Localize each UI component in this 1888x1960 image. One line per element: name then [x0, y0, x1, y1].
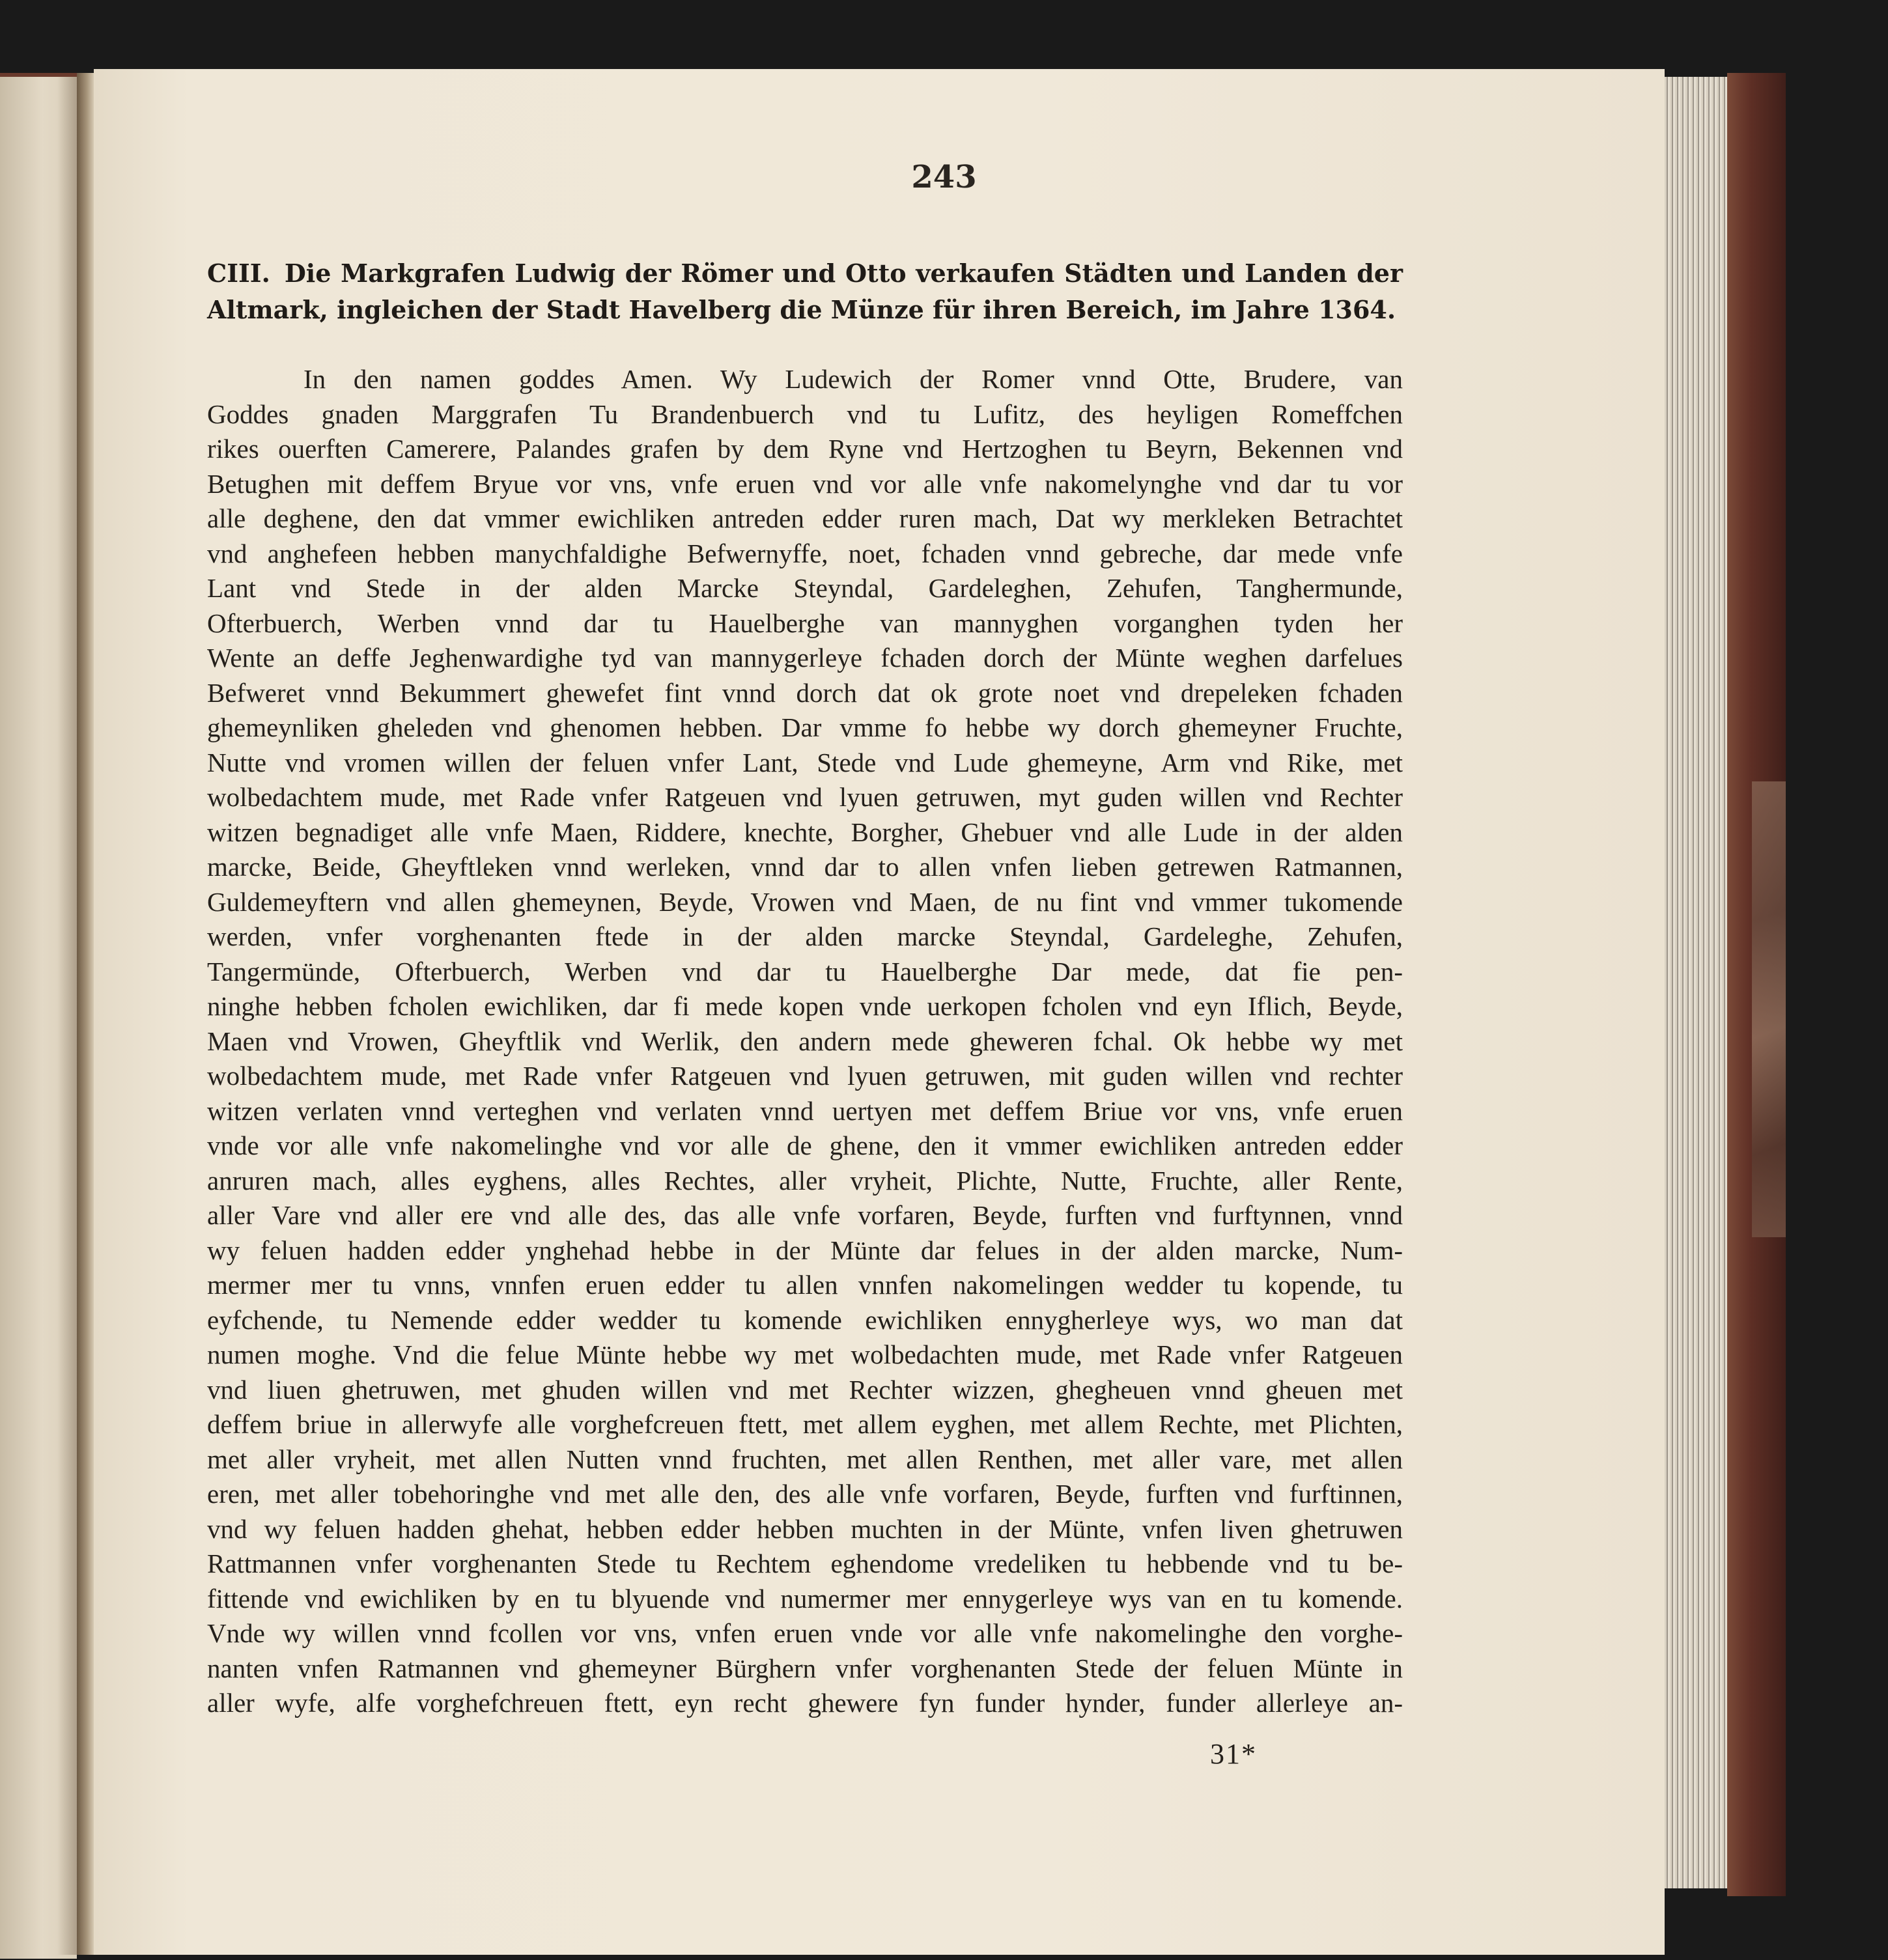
body-line: In den namen goddes Amen. Wy Ludewich der Romer vnnd Otte, Brudere, van	[303, 364, 1403, 394]
body-line: deffem briue in allerwyfe alle vorghefcreuen ftett, met allem eyghen, met allem Rechte, met Plichten,	[207, 1409, 1403, 1439]
body-line: vnde vor alle vnfe nakomelinghe vnd vor alle de ghene, den it vmmer ewichliken antreden edder	[207, 1130, 1403, 1160]
page-number: 243	[911, 159, 977, 195]
heading-text-1: Die Markgrafen Ludwig der Römer und Otto verkaufen Städten und Landen der	[284, 259, 1403, 288]
body-line: wolbedachtem mude, met Rade vnfer Ratgeuen vnd lyuen getruwen, myt guden willen vnd Rechter	[207, 782, 1403, 812]
body-line: aller wyfe, alfe vorghefchreuen ftett, eyn recht ghewere fyn funder hynder, funder allerleye an-	[207, 1688, 1403, 1718]
body-line: ghemeynliken gheleden vnd ghenomen hebben. Dar vmme fo hebbe wy dorch ghemeyner Fruchte,	[207, 712, 1403, 742]
body-line: ninghe hebben fcholen ewichliken, dar fi mede kopen vnde uerkopen fcholen vnd eyn Iflich, Beyde,	[207, 991, 1403, 1021]
body-line: werden, vnfer vorghenanten ftede in der alden marcke Steyndal, Gardeleghe, Zehufen,	[207, 921, 1403, 951]
body-line: vnd liuen ghetruwen, met ghuden willen vnd met Rechter wizzen, ghegheuen vnnd gheuen met	[207, 1374, 1403, 1405]
marbled-cover-detail	[1752, 781, 1786, 1237]
document-body	[207, 362, 1403, 1721]
body-line: marcke, Beide, Gheyftleken vnnd werleken, vnnd dar to allen vnfen lieben getrewen Ratmannen,	[207, 852, 1403, 882]
body-line: Vnde wy willen vnnd fcollen vor vns, vnfen eruen vnde vor alle vnfe nakomelinghe den vorghe-	[207, 1618, 1403, 1648]
document-heading	[207, 255, 1403, 328]
body-line: Befweret vnnd Bekummert ghewefet fint vnnd dorch dat ok grote noet vnd drepeleken fchaden	[207, 677, 1403, 708]
body-line: Wente an deffe Jeghenwardighe tyd van mannygerleye fchaden dorch der Münte weghen darfelues	[207, 643, 1403, 673]
heading-line-1	[207, 255, 1403, 292]
heading-number: CIII.	[207, 259, 270, 288]
signature-mark: 31*	[1210, 1738, 1257, 1770]
body-line: mermer mer tu vnns, vnnfen eruen edder tu allen vnnfen nakomelingen wedder tu kopende, tu	[207, 1270, 1403, 1300]
body-line: Betughen mit deffem Bryue vor vns, vnfe eruen vnd vor alle vnfe nakomelynghe vnd dar tu vor	[207, 468, 1403, 499]
body-line: anruren mach, alles eyghens, alles Rechtes, aller vryheit, Plichte, Nutte, Fruchte, aller Rente,	[207, 1165, 1403, 1196]
body-line: numen moghe. Vnd die felue Münte hebbe wy met wolbedachten mude, met Rade vnfer Ratgeuen	[207, 1339, 1403, 1369]
body-line: eren, met aller tobehoringhe vnd met alle den, des alle vnfe vorfaren, Beyde, furften vnd furftinnen,	[207, 1479, 1403, 1509]
body-line: vnd anghefeen hebben manychfaldighe Befwernyffe, noet, fchaden vnnd gebreche, dar mede vnfe	[207, 538, 1403, 568]
body-line: met aller vryheit, met allen Nutten vnnd fruchten, met allen Renthen, met aller vare, met allen	[207, 1444, 1403, 1474]
body-line: nanten vnfen Ratmannen vnd ghemeyner Bürghern vnfer vorghenanten Stede der feluen Münte in	[207, 1653, 1403, 1683]
body-line: Lant vnd Stede in der alden Marcke Steyndal, Gardeleghen, Zehufen, Tanghermunde,	[207, 573, 1403, 603]
body-line: aller Vare vnd aller ere vnd alle des, das alle vnfe vorfaren, Beyde, furften vnd furftynnen, vnnd	[207, 1200, 1403, 1230]
body-line: Goddes gnaden Marggrafen Tu Brandenbuerch vnd tu Lufitz, des heyligen Romeffchen	[207, 399, 1403, 429]
previous-page-shadow	[57, 77, 77, 1955]
body-line: eyfchende, tu Nemende edder wedder tu komende ewichliken ennygherleye wys, wo man dat	[207, 1304, 1403, 1335]
body-line: Maen vnd Vrowen, Gheyftlik vnd Werlik, den andern mede gheweren fchal. Ok hebbe wy met	[207, 1026, 1403, 1056]
body-line: witzen begnadiget alle vnfe Maen, Riddere, knechte, Borgher, Ghebuer vnd alle Lude in der alden	[207, 817, 1403, 847]
body-line: rikes ouerften Camerere, Palandes grafen by dem Ryne vnd Hertzoghen tu Beyrn, Bekennen vnd	[207, 434, 1403, 464]
body-line: alle deghene, den dat vmmer ewichliken antreden edder ruren mach, Dat wy merkleken Betrachtet	[207, 503, 1403, 533]
body-line: Rattmannen vnfer vorghenanten Stede tu Rechtem eghendome vredeliken tu hebbende vnd tu be-	[207, 1548, 1403, 1578]
body-line: wolbedachtem mude, met Rade vnfer Ratgeuen vnd lyuen getruwen, mit guden willen vnd rechter	[207, 1061, 1403, 1091]
heading-line-2: Altmark, ingleichen der Stadt Havelberg die Münze für ihren Bereich, im Jahre 1364.	[207, 295, 1396, 324]
body-line: Guldemeyftern vnd allen ghemeynen, Beyde, Vrowen vnd Maen, de nu fint vnd vmmer tukomende	[207, 886, 1403, 917]
book-gutter	[77, 73, 94, 1955]
body-line: Tangermünde, Ofterbuerch, Werben vnd dar tu Hauelberghe Dar mede, dat fie pen-	[207, 956, 1403, 987]
body-line: Ofterbuerch, Werben vnnd dar tu Hauelberghe van mannyghen vorganghen tyden her	[207, 608, 1403, 638]
body-line: Nutte vnd vromen willen der feluen vnfer Lant, Stede vnd Lude ghemeyne, Arm vnd Rike, met	[207, 747, 1403, 777]
body-line: vnd wy feluen hadden ghehat, hebben edder hebben muchten in der Münte, vnfen liven ghetruwen	[207, 1513, 1403, 1544]
body-line: fittende vnd ewichliken by en tu blyuende vnd numermer mer ennygerleye wys van en tu komende.	[207, 1583, 1403, 1614]
body-line: witzen verlaten vnnd verteghen vnd verlaten vnnd uertyen met deffem Briue vor vns, vnfe eruen	[207, 1095, 1403, 1126]
body-line: wy feluen hadden edder ynghehad hebbe in der Münte dar felues in der alden marcke, Num-	[207, 1235, 1403, 1265]
page-stack-edge	[1665, 77, 1727, 1888]
